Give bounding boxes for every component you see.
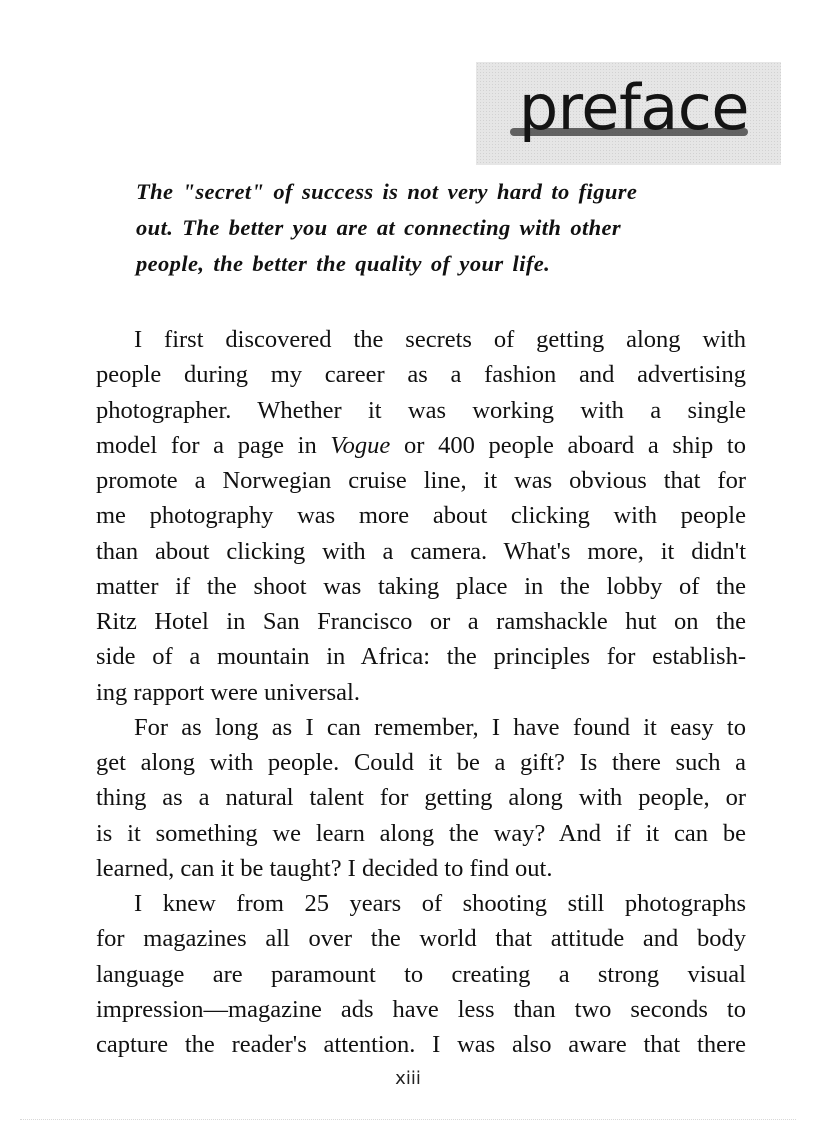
text-line: impression—magazine ads have less than two seconds to [96,995,746,1023]
text-line: language are paramount to creating a strong visual [96,960,746,988]
chapter-title: preface [518,71,749,144]
text-line: For as long as I can remember, I have found it easy to [134,713,746,741]
chapter-heading-block [476,62,781,165]
text-line: for magazines all over the world that attitude and body [96,925,746,953]
body-text [96,322,746,1062]
page-bottom-divider [20,1119,796,1120]
epigraph-line: out. The better you are at connecting with other [136,215,622,240]
text-line: is it something we learn along the way? And if it can be [96,819,746,847]
text-line: than about clicking with a camera. What's more, it didn't [96,537,746,565]
epigraph-line: The "secret" of success is not very hard to figure [136,179,638,204]
text-line: thing as a natural talent for getting along with people, or [96,784,746,812]
text-line: I knew from 25 years of shooting still photographs [134,890,746,917]
text-line: people during my career as a fashion and advertising [96,361,746,389]
text-line: get along with people. Could it be a gift? Is there such a [96,749,746,776]
text-line: photographer. Whether it was working with a single [96,396,746,424]
text-line: side of a mountain in Africa: the principles for establish- [96,643,746,671]
text-line: matter if the shoot was taking place in the lobby of the [96,572,746,600]
page-number: xiii [395,1068,421,1089]
text-line: I first discovered the secrets of getting along with [134,326,746,353]
epigraph-line: people, the better the quality of your life. [136,251,551,276]
text-line: Ritz Hotel in San Francisco or a ramshackle hut on the [96,608,746,635]
text-line: capture the reader's attention. I was also aware that there [96,1031,746,1058]
text-line: promote a Norwegian cruise line, it was obvious that for [96,467,746,494]
text-line: model for a page in Vogue or 400 people aboard a ship to [96,431,746,459]
text-line: me photography was more about clicking with people [96,502,746,530]
text-line: learned, can it be taught? I decided to find out. [96,854,553,882]
italic-title: Vogue [330,431,391,459]
text-line: ing rapport were universal. [96,678,360,706]
epigraph [136,174,716,282]
